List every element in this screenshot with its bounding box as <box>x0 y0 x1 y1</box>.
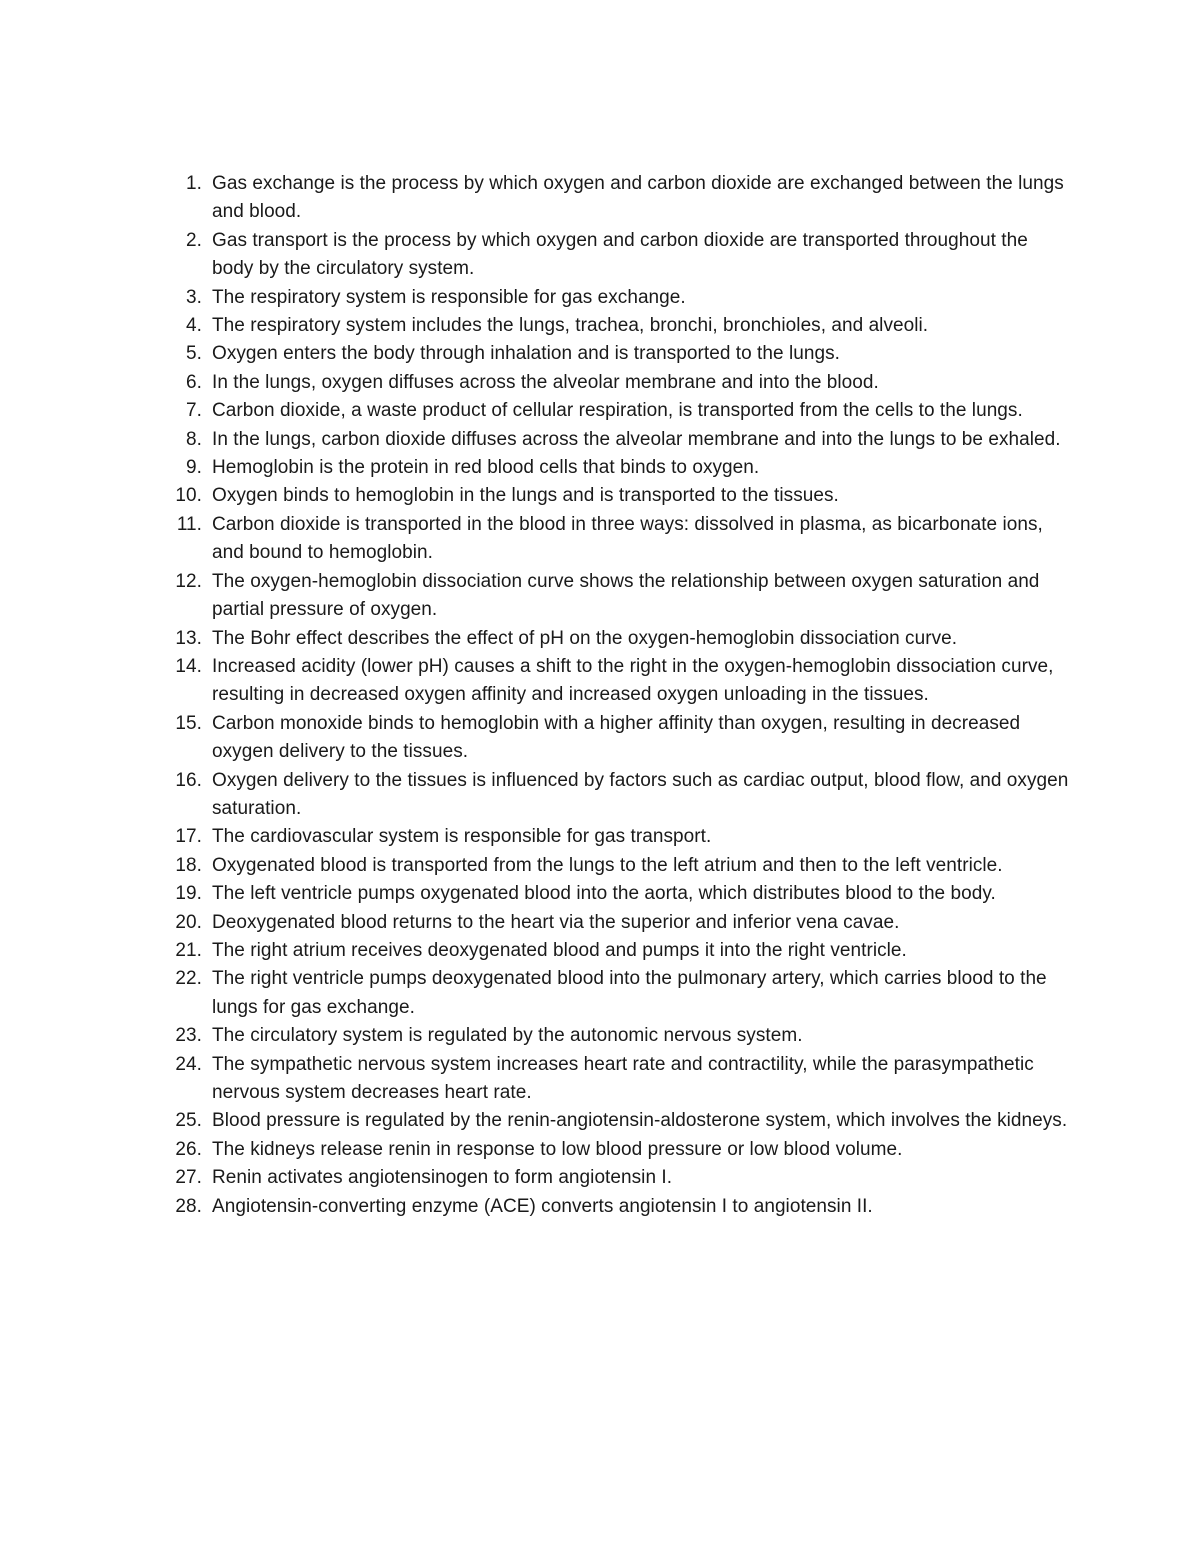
list-item-text: The sympathetic nervous system increases heart rate and contractility, while the parasympathetic nervous system decreases heart rate. <box>212 1053 1034 1103</box>
list-item-text: The oxygen-hemoglobin dissociation curve shows the relationship between oxygen saturation and partial pressure of oxygen. <box>212 570 1040 621</box>
list-item-number: 1. <box>186 173 202 194</box>
list-item-text: Carbon dioxide, a waste product of cellular respiration, is transported from the cells to the lungs. <box>212 400 1023 422</box>
list-item <box>150 340 1070 368</box>
list-item-text: Angiotensin-converting enzyme (ACE) converts angiotensin I to angiotensin II. <box>212 1195 873 1217</box>
list-item <box>150 710 1070 767</box>
list-item <box>150 767 1070 824</box>
list-item-text: The respiratory system is responsible for gas exchange. <box>212 286 686 308</box>
list-item-text: The respiratory system includes the lungs, trachea, bronchi, bronchioles, and alveoli. <box>212 315 929 337</box>
list-item <box>150 568 1070 625</box>
list-item-number: 4. <box>186 315 202 337</box>
list-item <box>150 965 1070 1022</box>
list-item-number: 7. <box>186 400 202 422</box>
list-item-number: 26. <box>175 1138 202 1160</box>
list-item <box>150 852 1070 880</box>
list-item <box>150 369 1070 397</box>
numbered-list <box>150 170 1070 1221</box>
list-item <box>150 1193 1070 1221</box>
list-item-number: 13. <box>175 627 202 649</box>
list-item <box>150 511 1070 568</box>
list-item-text: Blood pressure is regulated by the renin-angiotensin-aldosterone system, which involves the kidneys. <box>212 1110 1068 1132</box>
list-item <box>150 1051 1070 1108</box>
list-item <box>150 1022 1070 1050</box>
list-item-number: 25. <box>175 1110 202 1132</box>
list-item-number: 27. <box>175 1167 202 1189</box>
list-item-text: Hemoglobin is the protein in red blood cells that binds to oxygen. <box>212 457 760 479</box>
list-item <box>150 170 1070 227</box>
list-item-text: Carbon dioxide is transported in the blood in three ways: dissolved in plasma, as bicarbonate ions, and bound to hemoglobin. <box>212 513 1043 564</box>
list-item-number: 24. <box>175 1053 202 1075</box>
list-item-number: 5. <box>186 343 202 365</box>
list-item <box>150 625 1070 653</box>
list-item <box>150 397 1070 425</box>
list-item-number: 10. <box>175 485 202 507</box>
list-item <box>150 454 1070 482</box>
list-item-text: Gas transport is the process by which oxygen and carbon dioxide are transported throughout the body by the circulatory system. <box>212 229 1028 280</box>
list-item <box>150 426 1070 454</box>
list-item-number: 15. <box>175 712 202 734</box>
list-item-text: Oxygenated blood is transported from the lungs to the left atrium and then to the left ventricle. <box>212 854 1003 876</box>
list-item-number: 20. <box>175 911 202 933</box>
list-item <box>150 653 1070 710</box>
list-item-number: 16. <box>175 769 202 791</box>
list-item-text: The right ventricle pumps deoxygenated blood into the pulmonary artery, which carries blood to the lungs for gas exchange. <box>212 968 1047 1018</box>
list-item <box>150 482 1070 510</box>
list-item-text: Renin activates angiotensinogen to form angiotensin I. <box>212 1167 673 1189</box>
list-item-text: Deoxygenated blood returns to the heart via the superior and inferior vena cavae. <box>212 911 900 933</box>
list-item-number: 8. <box>186 428 202 450</box>
list-item <box>150 909 1070 937</box>
list-item-number: 12. <box>175 570 202 592</box>
list-item <box>150 823 1070 851</box>
list-item <box>150 1107 1070 1135</box>
list-item-number: 17. <box>175 826 202 848</box>
list-item-text: Increased acidity (lower pH) causes a shift to the right in the oxygen-hemoglobin dissociation curve, resulting in decreased oxygen affinity and increased oxygen unloading in the tissues. <box>212 655 1054 706</box>
list-item-text: The Bohr effect describes the effect of pH on the oxygen-hemoglobin dissociation curve. <box>212 627 958 649</box>
list-item-number: 3. <box>186 286 202 308</box>
list-item-text: Oxygen delivery to the tissues is influenced by factors such as cardiac output, blood flow, and oxygen saturation. <box>212 769 1069 819</box>
list-item-text: The right atrium receives deoxygenated blood and pumps it into the right ventricle. <box>212 939 907 961</box>
list-item-number: 14. <box>175 655 202 677</box>
list-item-number: 19. <box>175 883 202 905</box>
list-item-text: In the lungs, carbon dioxide diffuses across the alveolar membrane and into the lungs to be exhaled. <box>212 428 1061 450</box>
list-item-number: 6. <box>186 371 202 393</box>
list-item-text: Carbon monoxide binds to hemoglobin with a higher affinity than oxygen, resulting in decreased oxygen delivery to the tissues. <box>212 712 1021 763</box>
list-item-number: 28. <box>175 1195 202 1217</box>
list-item-text: The cardiovascular system is responsible for gas transport. <box>212 826 712 848</box>
list-item <box>150 937 1070 965</box>
list-item <box>150 227 1070 284</box>
list-item <box>150 1164 1070 1192</box>
list-item-text: The kidneys release renin in response to low blood pressure or low blood volume. <box>212 1138 903 1160</box>
list-item-number: 23. <box>175 1025 202 1047</box>
list-item-text: Oxygen enters the body through inhalation and is transported to the lungs. <box>212 343 840 365</box>
list-item-number: 18. <box>175 854 202 876</box>
list-item <box>150 880 1070 908</box>
list-item-number: 2. <box>186 229 202 251</box>
list-item-number: 9. <box>186 457 202 479</box>
list-item-text: The circulatory system is regulated by the autonomic nervous system. <box>212 1025 803 1047</box>
list-item <box>150 1136 1070 1164</box>
list-item <box>150 312 1070 340</box>
list-item-number: 21. <box>175 939 202 961</box>
list-item-text: Oxygen binds to hemoglobin in the lungs and is transported to the tissues. <box>212 485 839 507</box>
list-item <box>150 284 1070 312</box>
list-item-number: 22. <box>175 968 202 990</box>
list-item-number: 11. <box>176 513 202 535</box>
list-item-text: In the lungs, oxygen diffuses across the alveolar membrane and into the blood. <box>212 371 879 393</box>
list-item-text: Gas exchange is the process by which oxygen and carbon dioxide are exchanged between the lungs and blood. <box>212 173 1064 223</box>
list-item-text: The left ventricle pumps oxygenated blood into the aorta, which distributes blood to the body. <box>212 883 996 905</box>
